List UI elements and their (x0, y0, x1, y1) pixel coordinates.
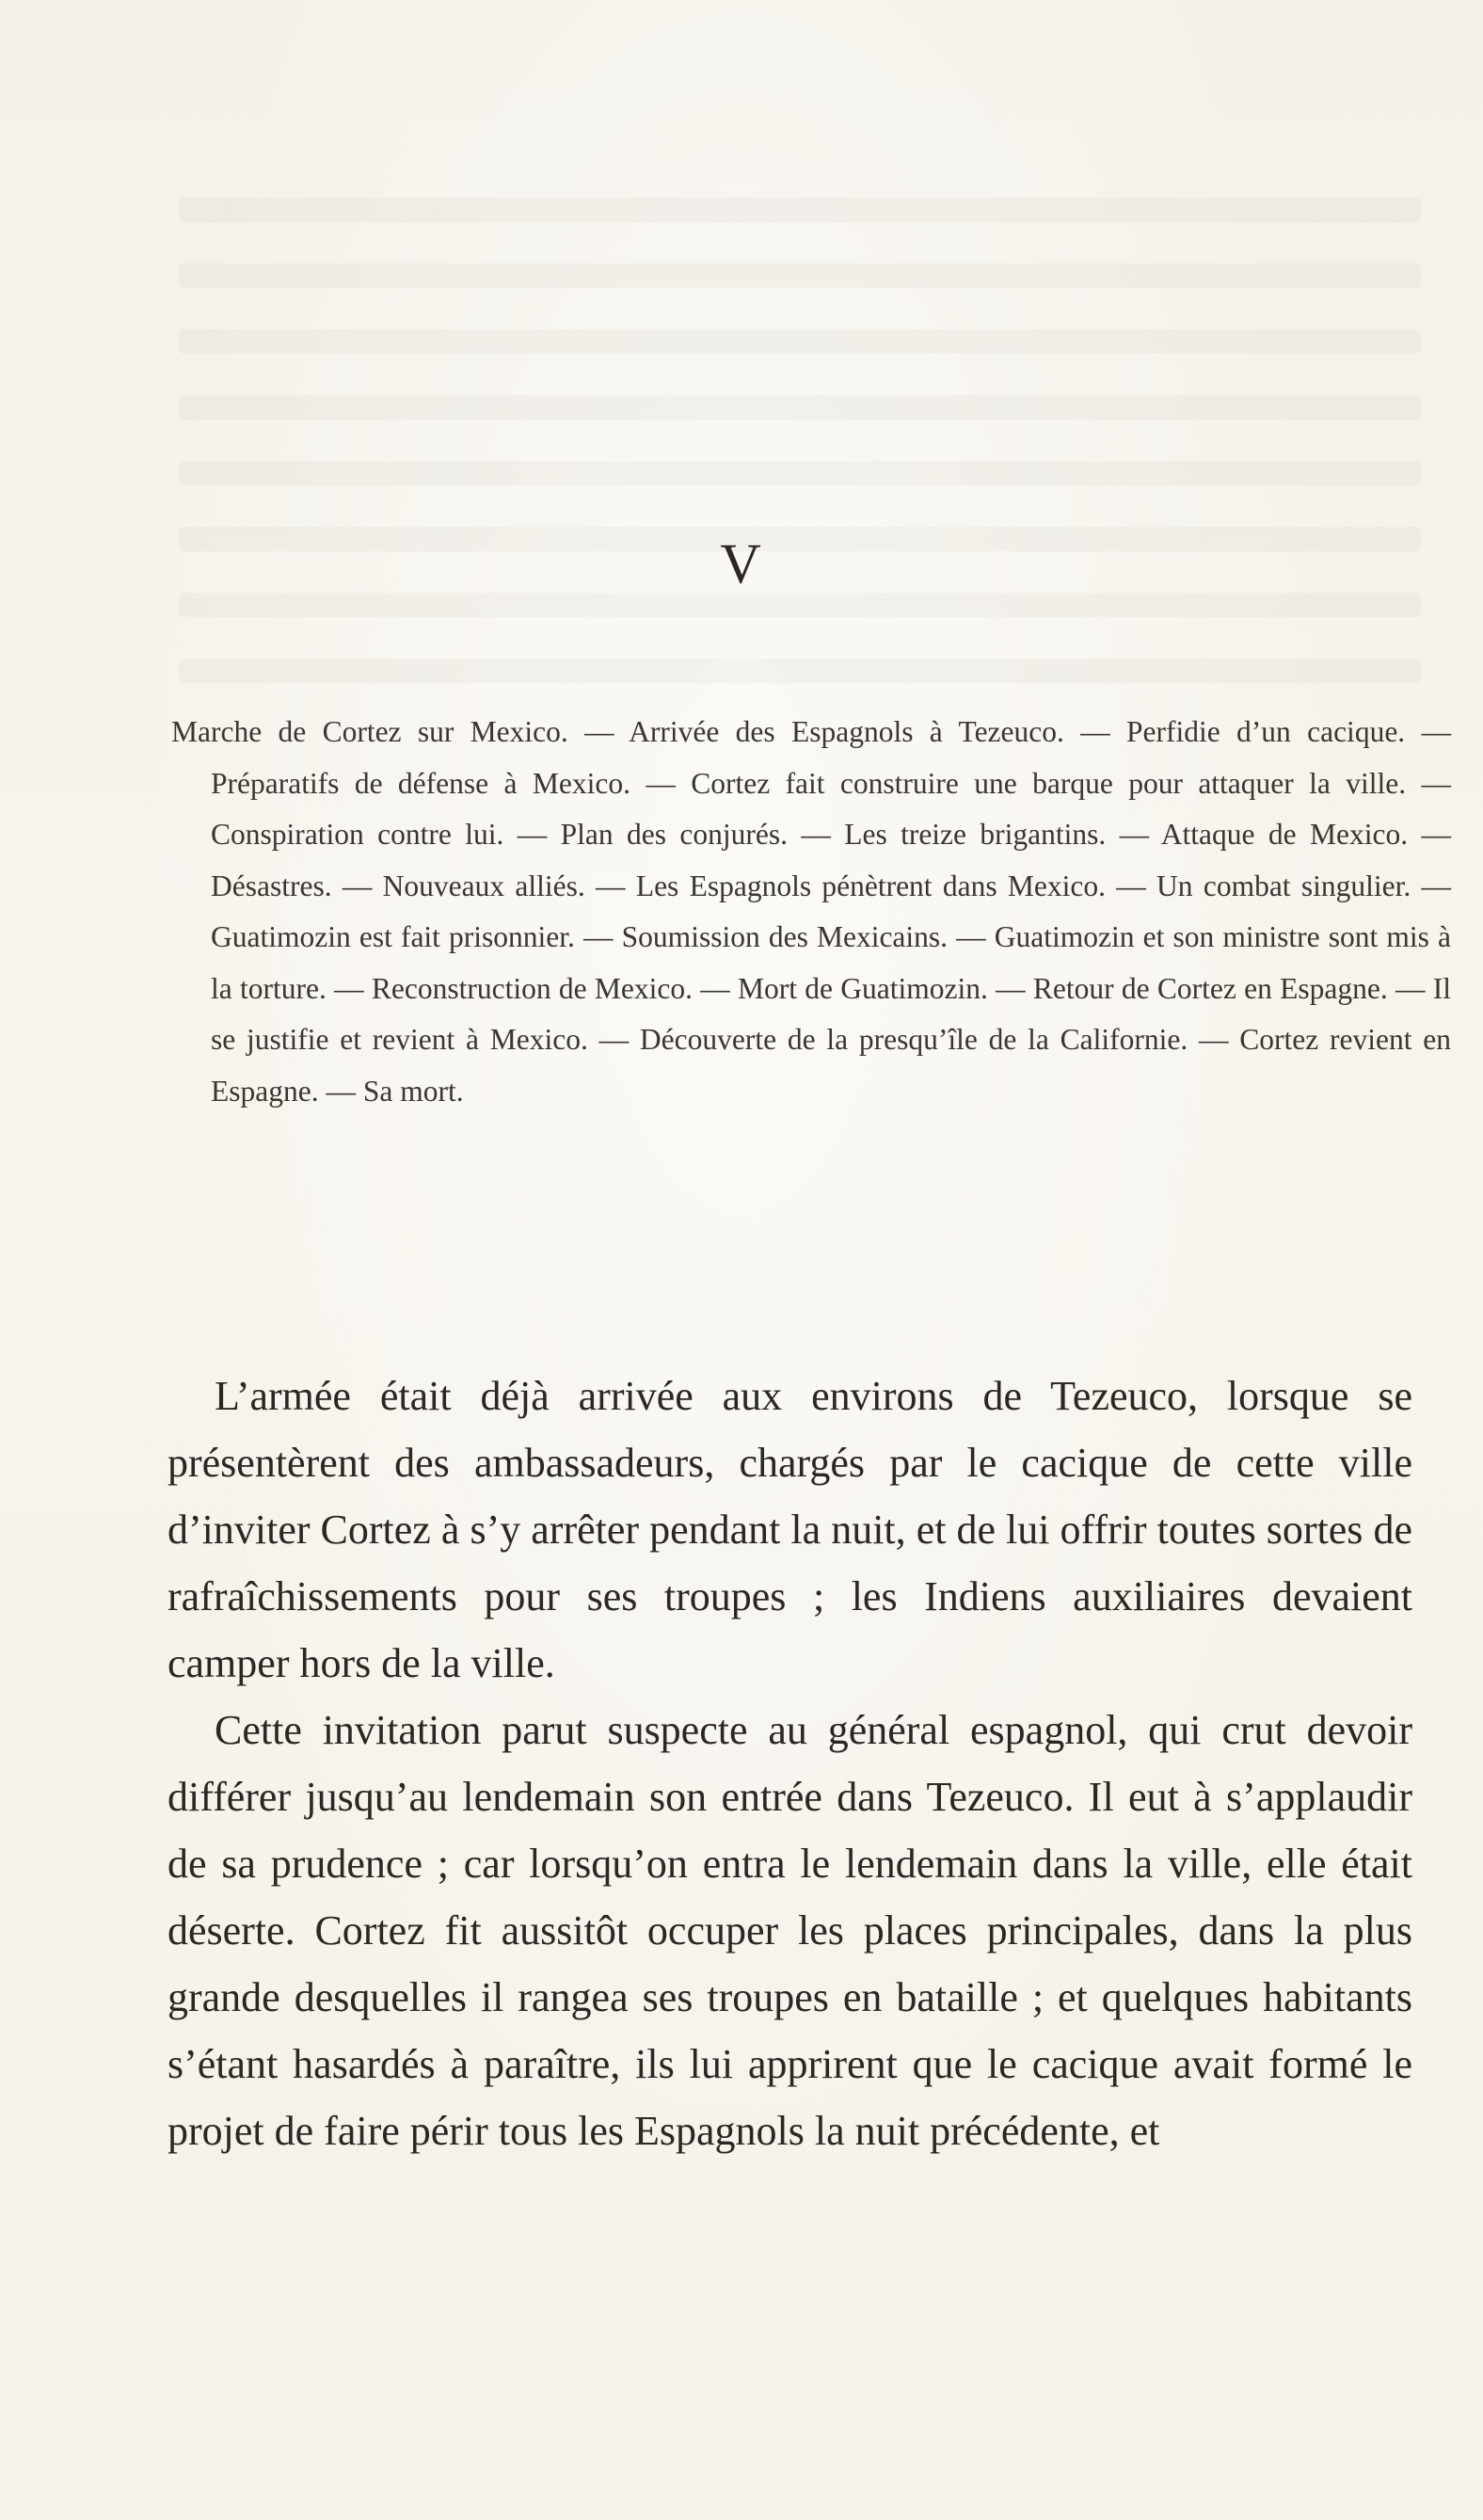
chapter-number: V (720, 533, 763, 595)
chapter-summary: Marche de Cortez sur Mexico. — Arrivée des Espagnols à Tezeuco. — Perfidie d’un cacique. — Préparatifs de défense à Mexico. — Cortez fait construire une barque pour attaquer la ville. — Conspiration contre lui. — Plan des conjurés. — Les treize brigantins. — Attaque de Mexico. — Désastres. — Nouveaux alliés. — Les Espagnols pénètrent dans Mexico. — Un combat singulier. — Guatimozin est fait prisonnier. — Soumission des Mexicains. — Guatimozin et son ministre sont mis à la torture. — Reconstruction de Mexico. — Mort de Guatimozin. — Retour de Cortez en Espagne. — Il se justifie et revient à Mexico. — Découverte de la presqu’île de la Californie. — Cortez revient en Espagne. — Sa mort. (171, 715, 1451, 1108)
show-through-line (179, 395, 1421, 420)
show-through-line (179, 659, 1421, 683)
paragraph: L’armée était déjà arrivée aux environs de Tezeuco, lorsque se présentèrent des ambassadeurs, chargés par le cacique de cette ville d’inviter Cortez à s’y arrêter pendant la nuit, et de lui offrir toutes sortes de rafraîchissements pour ses troupes ; les Indiens auxiliaires devaient camper hors de la ville. (167, 1373, 1412, 1686)
show-through-line (179, 198, 1421, 222)
show-through-line (179, 329, 1421, 354)
show-through-line (179, 263, 1421, 288)
body-text (167, 1363, 1412, 2164)
show-through-line (179, 461, 1421, 486)
paragraph: Cette invitation parut suspecte au général espagnol, qui crut devoir différer jusqu’au lendemain son entrée dans Tezeuco. Il eut à s’applaudir de sa prudence ; car lorsqu’on entra le lendemain dans la ville, elle était déserte. Cortez fit aussitôt occuper les places principales, dans la plus grande desquelles il rangea ses troupes en bataille ; et quelques habitants s’étant hasardés à paraître, ils lui apprirent que le cacique avait formé le projet de faire périr tous les Espagnols la nuit précédente, et (167, 1707, 1412, 2154)
